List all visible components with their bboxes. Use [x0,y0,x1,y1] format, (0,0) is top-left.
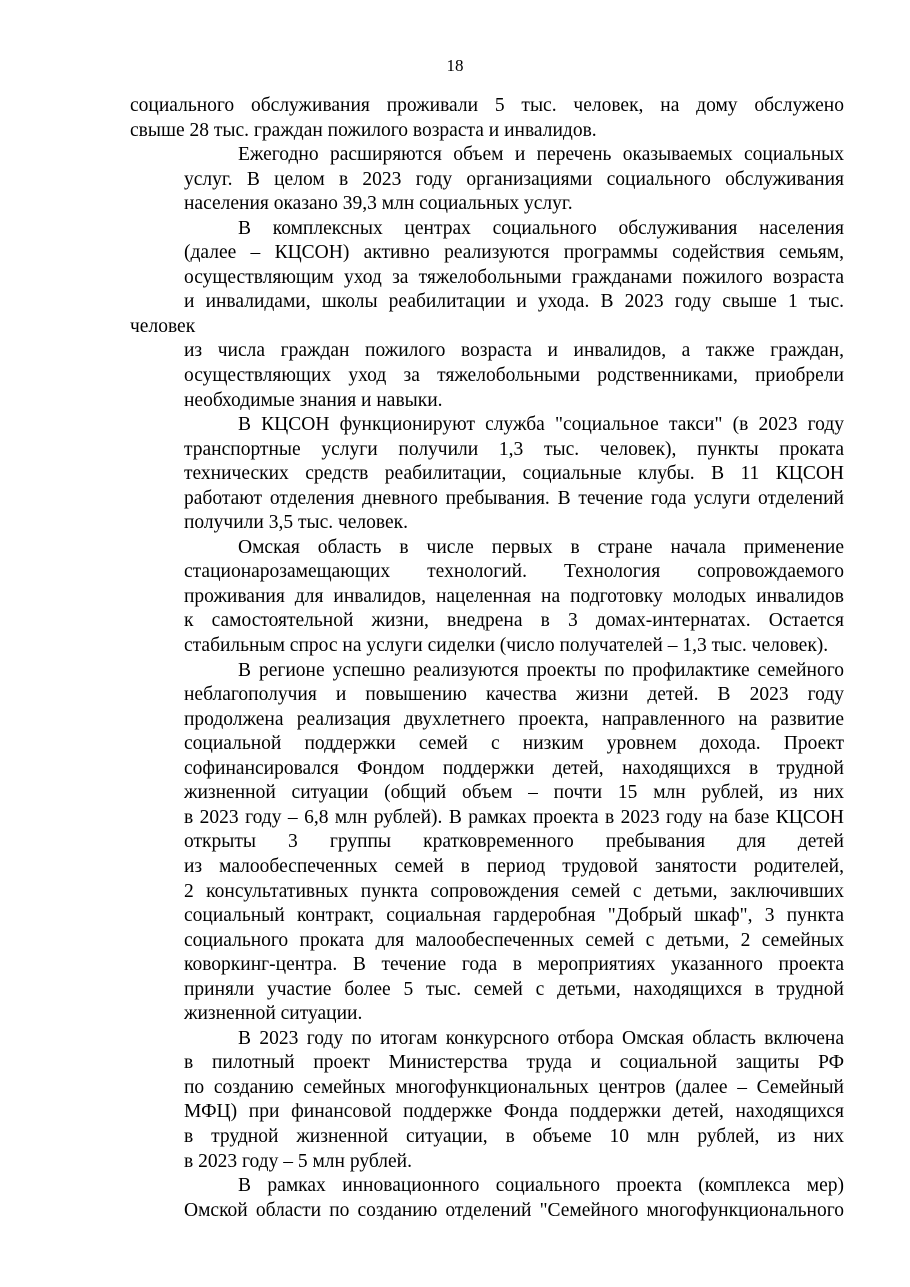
paragraph-kcson-programs [130,217,844,413]
text-line: В 2023 году по итогам конкурсного отбора Омская область включена [238,1027,844,1049]
text-line: неблагополучия и повышению качества жизни детей. В 2023 году [184,684,844,706]
page-number: 18 [446,56,464,75]
text-line: осуществляющих уход за тяжелобольными родственниками, приобрели [184,365,844,387]
text-line: приняли участие более 5 тыс. семей с детьми, находящихся в трудной [184,978,844,1000]
paragraph-kcson-services [130,413,844,536]
paragraph-social-services-volume [130,143,844,217]
text-line: в трудной жизненной ситуации, в объеме 10 млн рублей, из них [184,1125,844,1147]
text-line: 2 консультативных пункта сопровождения семей с детьми, заключивших [184,880,844,902]
text-line: коворкинг-центра. В течение года в мероприятиях указанного проекта [184,954,844,976]
text-line: В рамках инновационного социального проекта (комплекса мер) [238,1175,844,1197]
text-line: и инвалидами, школы реабилитации и ухода. В 2023 году свыше 1 тыс. человек [130,291,844,337]
text-line: открыты 3 группы кратковременного пребывания для детей [184,831,844,853]
text-line: из числа граждан пожилого возраста и инвалидов, а также граждан, [184,340,844,362]
text-line: получили 3,5 тыс. человек. [184,512,409,534]
text-line: услуг. В целом в 2023 году организациями социального обслуживания [184,168,844,190]
text-line: свыше 28 тыс. граждан пожилого возраста и инвалидов. [130,119,597,141]
text-line: Омская область в числе первых в стране начала применение [238,536,844,558]
text-line: социальный контракт, социальная гардеробная "Добрый шкаф", 3 пункта [184,905,844,927]
text-line: софинансировался Фондом поддержки детей, находящихся в трудной [184,757,844,779]
text-line: жизненной ситуации (общий объем – почти 15 млн рублей, из них [184,782,844,804]
text-line: по созданию семейных многофункциональных центров (далее – Семейный [184,1076,844,1098]
text-line: в пилотный проект Министерства труда и социальной защиты РФ [184,1052,844,1074]
text-line: МФЦ) при финансовой поддержке Фонда поддержки детей, находящихся [184,1101,844,1123]
text-line: В комплексных центрах социального обслуживания населения [238,217,844,239]
text-line: к самостоятельной жизни, внедрена в 3 домах-интернатах. Остается [184,610,844,632]
text-line: социальной поддержки семей с низким уровнем дохода. Проект [184,733,844,755]
text-line: в 2023 году – 5 млн рублей. [184,1150,412,1172]
text-line: В регионе успешно реализуются проекты по профилактике семейного [238,659,844,681]
paragraph-continuation [130,94,844,143]
text-line: из малообеспеченных семей в период трудовой занятости родителей, [184,855,844,877]
text-line: населения оказано 39,3 млн социальных услуг. [184,193,573,215]
text-line: продолжена реализация двухлетнего проекта, направленного на развитие [184,708,844,730]
text-line: транспортные услуги получили 1,3 тыс. человек), пункты проката [184,438,844,460]
text-line: осуществляющим уход за тяжелобольными гражданами пожилого возраста [184,266,844,288]
text-line: (далее – КЦСОН) активно реализуются программы содействия семьям, [184,242,844,264]
text-line: технических средств реабилитации, социальные клубы. В 11 КЦСОН [184,463,844,485]
text-line: стационарозамещающих технологий. Технология сопровождаемого [184,561,844,583]
text-line: проживания для инвалидов, нацеленная на подготовку молодых инвалидов [184,585,844,607]
text-line: работают отделения дневного пребывания. В течение года услуги отделений [184,487,844,509]
document-body [130,94,844,1223]
text-line: Ежегодно расширяются объем и перечень оказываемых социальных [238,144,844,166]
text-line: Омской области по созданию отделений "Семейного многофункционального [184,1199,844,1221]
text-line: социального обслуживания проживали 5 тыс. человек, на дому обслужено [130,95,844,116]
text-line: в 2023 году – 6,8 млн рублей). В рамках проекта в 2023 году на базе КЦСОН [184,806,844,828]
text-line: жизненной ситуации. [184,1003,363,1025]
paragraph-innovative-project [130,1174,844,1223]
paragraph-family-mfc [130,1027,844,1174]
text-line: необходимые знания и навыки. [184,389,443,411]
text-line: В КЦСОН функционируют служба "социальное такси" (в 2023 году [238,414,844,436]
text-line: социального проката для малообеспеченных семей с детьми, 2 семейных [184,929,844,951]
paragraph-family-projects [130,659,844,1027]
text-line: стабильным спрос на услуги сиделки (число получателей – 1,3 тыс. человек). [184,635,829,657]
paragraph-inpatient-replacement [130,536,844,659]
